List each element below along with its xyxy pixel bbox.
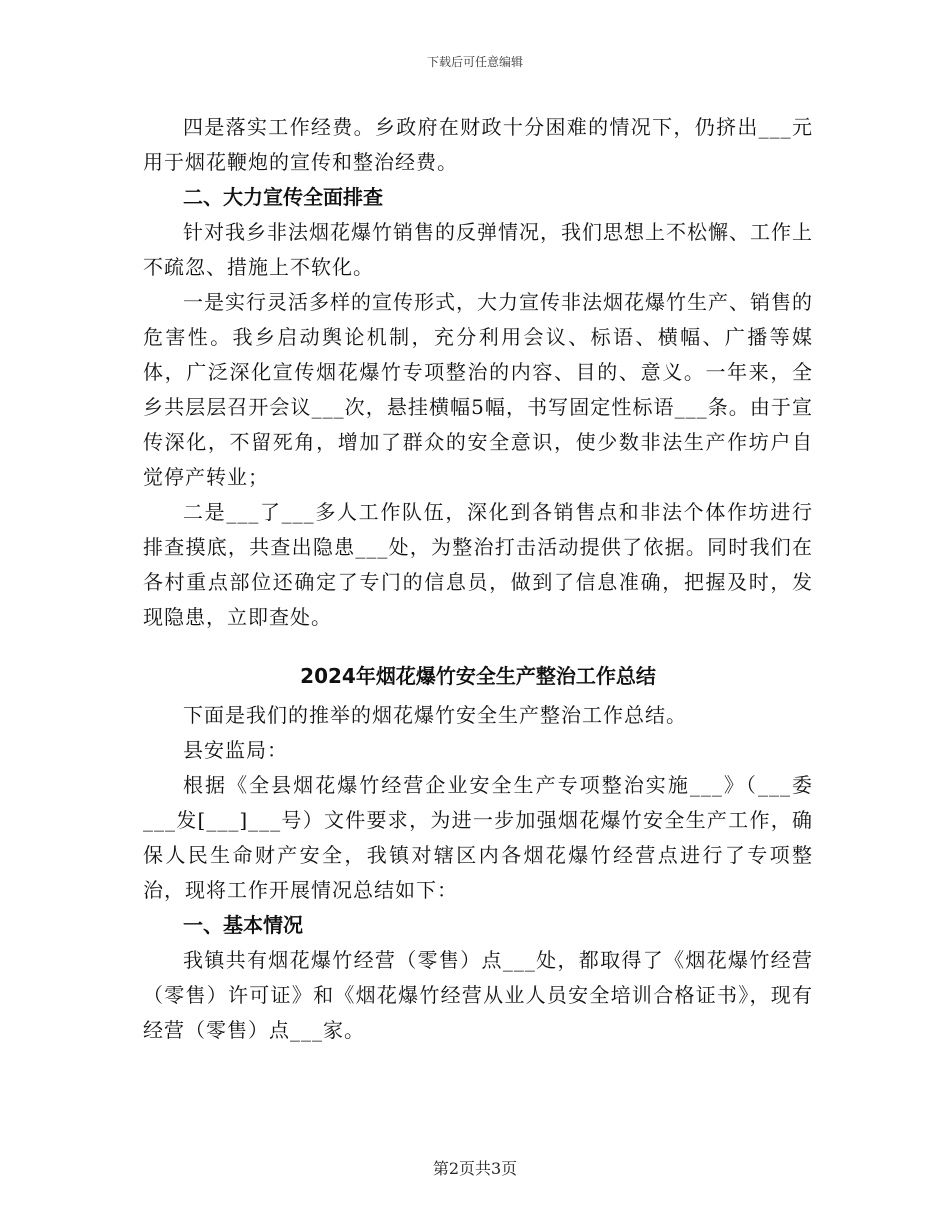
page-header: 下载后可任意编辑 (426, 55, 523, 69)
intro-line: 下面是我们的推举的烟花爆竹安全生产整治工作总结。 (183, 703, 687, 727)
paragraph-response: 针对我乡非法烟花爆竹销售的反弹情况，我们思想上不松懈、工作上不疏忽、措施上不软化。 (143, 220, 813, 279)
paragraph-publicity-forms: 一是实行灵活多样的宣传形式，大力宣传非法烟花爆竹生产、销售的危害性。我乡启动舆论机制，充分利用会议、标语、横幅、广播等媒体，广泛深化宣传烟花爆竹专项整治的内容、目的、意义。一年来，全乡共层层召开会议___次，悬挂横幅5幅，书写固定性标语___条。由于宣传深化，不留死角，增加了群众的安全意识，使少数非法生产作坊户自觉停产转业； (143, 290, 813, 489)
section-heading-basic: 一、基本情况 (183, 913, 303, 937)
page-number: 第2页共3页 (432, 1159, 518, 1178)
addressee-line: 县安监局： (183, 738, 288, 762)
document-title: 2024年烟花爆竹安全生产整治工作总结 (300, 664, 656, 688)
paragraph-basic-situation: 我镇共有烟花爆竹经营（零售）点___处，都取得了《烟花爆竹经营（零售）许可证》和《烟花爆竹经营从业人员安全培训合格证书》，现有经营（零售）点___家。 (143, 948, 813, 1042)
paragraph-basis: 根据《全县烟花爆竹经营企业安全生产专项整治实施___》（___委___发[___]___号）文件要求，为进一步加强烟花爆竹安全生产工作，确保人民生命财产安全，我镇对辖区内各烟花爆竹经营点进行了专项整治，现将工作开展情况总结如下： (143, 773, 813, 902)
document-body (143, 110, 813, 1048)
paragraph-inspection: 二是___了___多人工作队伍，深化到各销售点和非法个体作坊进行排查摸底，共查出隐患___处，为整治打击活动提供了依据。同时我们在各村重点部位还确定了专门的信息员，做到了信息准确，把握及时，发现隐患，立即查处。 (143, 500, 813, 629)
paragraph-funding: 四是落实工作经费。乡政府在财政十分困难的情况下，仍挤出___元用于烟花鞭炮的宣传和整治经费。 (143, 115, 813, 174)
section-heading-publicity: 二、大力宣传全面排查 (183, 185, 383, 209)
